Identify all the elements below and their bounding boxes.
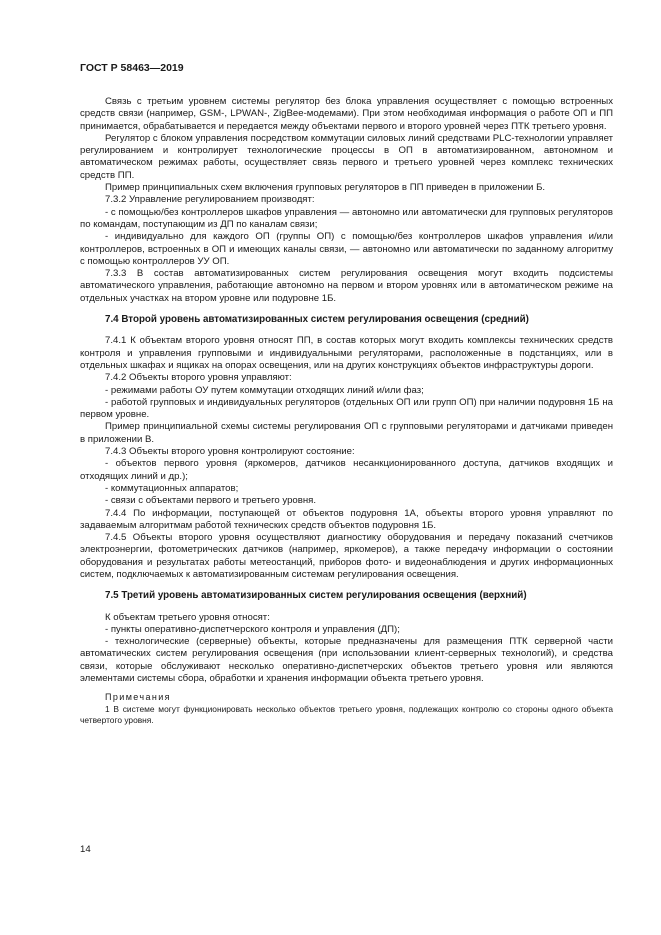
- section-heading-7-4: 7.4 Второй уровень автоматизированных систем регулирования освещения (средний): [105, 314, 529, 326]
- paragraph: К объектам третьего уровня относят:: [105, 611, 270, 623]
- list-item: - индивидуально для каждого ОП (группы ОП) с помощью/без контроллеров шкафов управления и/или контроллеров, встроенных в ОП и имеющих каналы связи, — автономно или автоматически по заданному алгоритму с помощью контроллеров УУ ОП.: [80, 231, 613, 267]
- list-item: - объектов первого уровня (яркомеров, датчиков несанкционированного доступа, датчиков входящих и отходящих линий и др.);: [80, 458, 613, 482]
- list-item: - с помощью/без контроллеров шкафов управления — автономно или автоматически для групповых регуляторов по командам, поступающим из ДП по каналам связи;: [80, 206, 613, 230]
- notes-title: Примечания: [105, 692, 171, 703]
- note-item: 1 В системе могут функционировать несколько объектов третьего уровня, подлежащих контролю со стороны одного объекта четвертого уровня.: [80, 703, 613, 725]
- clause-7-4-3: 7.4.3 Объекты второго уровня контролируют состояние:: [105, 446, 355, 458]
- list-item: - связи с объектами первого и третьего уровня.: [105, 495, 317, 507]
- page-number: 14: [80, 844, 91, 855]
- list-item: - пункты оперативно-диспетчерского контроля и управления (ДП);: [105, 623, 400, 635]
- list-item: - работой групповых и индивидуальных регуляторов (отдельных ОП или групп ОП) при наличии подуровня 1Б на первом уровне.: [80, 396, 613, 421]
- list-item: - технологические (серверные) объекты, которые предназначены для размещения ПТК серверной части автоматических систем регулирования освещения (при использовании клиент-серверных технологий), и средства связи, которые обслуживают несколько оперативно-диспетчерских объектов третьего уровня или являются элементами системы сбора, обработки и хранения информации объекта третьего уровня.: [80, 636, 613, 685]
- list-item: - режимами работы ОУ путем коммутации отходящих линий и/или фаз;: [105, 384, 424, 396]
- clause-7-4-4: 7.4.4 По информации, поступающей от объектов подуровня 1А, объекты второго уровня управляют по задаваемым алгоритмам работой технических средств объектов подуровня 1Б.: [80, 507, 613, 531]
- clause-7-3-2: 7.3.2 Управление регулированием производят:: [105, 194, 315, 206]
- paragraph: Пример принципиальных схем включения групповых регуляторов в ПП приведен в приложении Б.: [105, 182, 546, 194]
- clause-7-4-2: 7.4.2 Объекты второго уровня управляют:: [105, 372, 292, 384]
- clause-7-4-5: 7.4.5 Объекты второго уровня осуществляют диагностику оборудования и передачу показаний счетчиков электроэнергии, фотометрических датчиков (например, яркомеров), а также передачу информации о состоянии оборудования и результатах работы метеостанций, приборов фото- и видеонаблюдения и других информационных систем, подключаемых к автоматизированным системам регулирования освещения.: [80, 532, 613, 580]
- paragraph: Связь с третьим уровнем системы регулятор без блока управления осуществляет с помощью встроенных средств связи (например, GSM-, LPWAN-, ZigBee-модемами). При этом необходимая информация о работе ОП и ПП принимается, обрабатывается и передается между объектами первого и второго уровней через ПТК третьего уровня.: [80, 96, 613, 132]
- paragraph: Пример принципиальной схемы системы регулирования ОП с групповыми регуляторами и датчиками приведен в приложении В.: [80, 421, 613, 445]
- clause-7-3-3: 7.3.3 В состав автоматизированных систем регулирования освещения могут входить подсистемы автоматического управления, работающие автономно на первом и втором уровнях или в автоматическом режиме на отдельных участках на втором уровне или подуровне 1Б.: [80, 268, 613, 304]
- paragraph: Регулятор с блоком управления посредством коммутации силовых линий средствами PLC-технологии управляет регулированием и контролирует технологические процессы в ОП в автоматизированном, автономном и автоматическом режимах работы, осуществляет связь первого и третьего уровней через комплекс технических средств ПП.: [80, 132, 613, 181]
- document-header: ГОСТ Р 58463—2019: [80, 62, 184, 74]
- clause-7-4-1: 7.4.1 К объектам второго уровня относят ПП, в состав которых могут входить комплексы технических средств контроля и управления групповыми и индивидуальными регуляторами, расположенные в подстанциях, или в отдельных шкафах и ящиках на опорах освещения, или на других конструкциях объектов инфраструктуры дороги.: [80, 335, 613, 371]
- page-content: [80, 96, 613, 726]
- list-item: - коммутационных аппаратов;: [105, 482, 239, 494]
- section-heading-7-5: 7.5 Третий уровень автоматизированных систем регулирования освещения (верхний): [105, 590, 527, 602]
